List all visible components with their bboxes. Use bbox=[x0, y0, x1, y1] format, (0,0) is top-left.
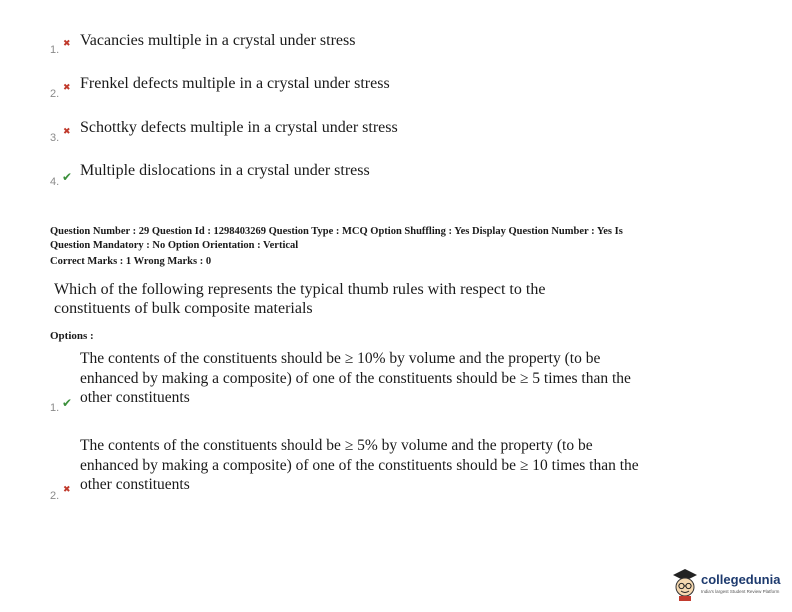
logo-wordmark: collegedunia bbox=[701, 572, 781, 587]
correct-check-icon: ✔ bbox=[62, 396, 73, 410]
wrong-cross-icon: ✖ bbox=[63, 39, 71, 49]
wrong-cross-icon: ✖ bbox=[63, 127, 71, 137]
option-text: Multiple dislocations in a crystal under stress bbox=[80, 162, 370, 179]
wrong-cross-icon: ✖ bbox=[63, 83, 71, 93]
question-meta-line-1: Question Number : 29 Question Id : 1298403269 Question Type : MCQ Option Shuffling : Yes Display Question Number : Yes Is bbox=[50, 226, 623, 237]
option-text: Vacancies multiple in a crystal under stress bbox=[80, 32, 356, 49]
option-number: 2. bbox=[50, 88, 60, 100]
question-meta-line-3: Correct Marks : 1 Wrong Marks : 0 bbox=[50, 256, 212, 267]
options-label: Options : bbox=[50, 330, 94, 342]
graduate-mascot-icon bbox=[670, 568, 700, 602]
wrong-cross-icon: ✖ bbox=[63, 485, 71, 495]
option-number: 4. bbox=[50, 176, 60, 188]
logo-tagline: India's largest Student Review Platform bbox=[701, 589, 780, 594]
option-number: 1. bbox=[50, 402, 60, 414]
collegedunia-logo bbox=[670, 568, 785, 604]
option-text: The contents of the constituents should be ≥ 5% by volume and the property (to be enhanced by making a composite) of one of the constituents should be ≥ 10 times than the other constituents bbox=[80, 437, 639, 493]
option-number: 3. bbox=[50, 132, 60, 144]
option-text: The contents of the constituents should be ≥ 10% by volume and the property (to be enhanced by making a composite) of one of the constituents should be ≥ 5 times than the other constituents bbox=[80, 350, 631, 406]
correct-check-icon: ✔ bbox=[62, 170, 73, 184]
option-number: 1. bbox=[50, 44, 60, 56]
question-meta-line-2: Question Mandatory : No Option Orientation : Vertical bbox=[50, 240, 299, 251]
question-text: Which of the following represents the typical thumb rules with respect to the constituents of bulk composite materials bbox=[54, 281, 546, 317]
option-text: Schottky defects multiple in a crystal under stress bbox=[80, 119, 398, 136]
option-number: 2. bbox=[50, 490, 60, 502]
option-text: Frenkel defects multiple in a crystal under stress bbox=[80, 75, 390, 92]
